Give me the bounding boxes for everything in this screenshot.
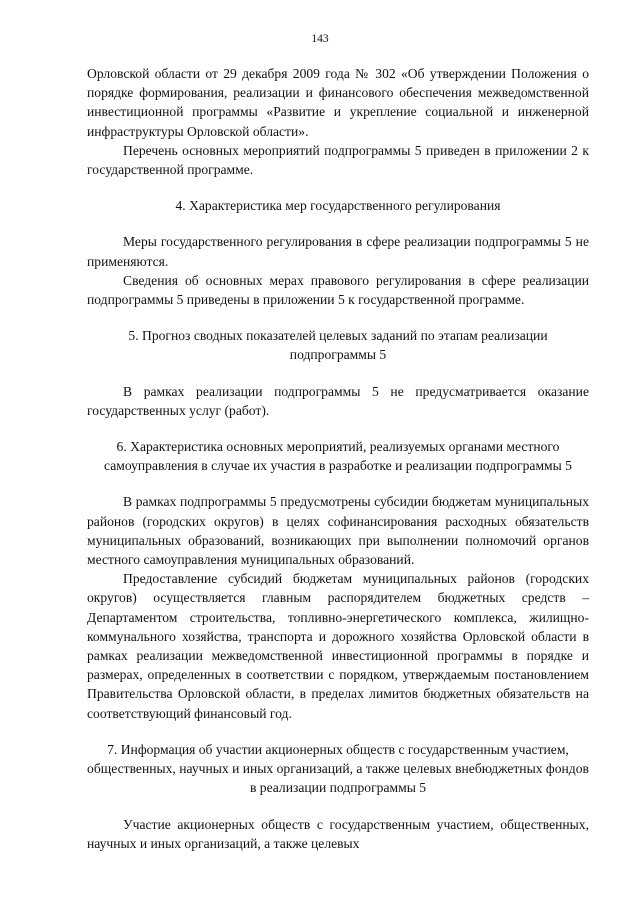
paragraph-state-services: В рамках реализации подпрограммы 5 не предусматривается оказание государственных услуг (работ). <box>87 383 589 418</box>
paragraph-legal-regulation: Сведения об основных мерах правового регулирования в сфере реализации подпрограммы 5 приведены в приложении 5 к государственной программе. <box>87 272 589 308</box>
paragraph-measures-list: Перечень основных мероприятий подпрограммы 5 приведен в приложении 2 к государственной программе. <box>87 142 589 178</box>
paragraph-decree-reference: Орловской области от 29 декабря 2009 года № 302 «Об утверждении Положения о порядке формирования, реализации и финансового обеспечения межведомственной инвестиционной программы «Развитие и укрепление социальной и инженерной инфраструктуры Орловской области». <box>87 66 589 139</box>
paragraph-regulation-measures: Меры государственного регулирования в сфере реализации подпрограммы 5 не применяются. <box>87 234 589 269</box>
document-body <box>87 64 589 853</box>
page-number: 143 <box>311 33 329 45</box>
section-heading-6: 6. Характеристика основных мероприятий, реализуемых органами местного самоуправления в случае их участия в разработке и реализации подпрограммы 5 <box>104 439 572 474</box>
paragraph-subsidies: В рамках подпрограммы 5 предусмотрены субсидии бюджетам муниципальных районов (городских округов) в целях софинансирования расходных обязательств муниципальных образований, возникающих при выполнении полномочий органов местного самоуправления муниципальных образований. <box>87 494 589 568</box>
paragraph-organizations-participation: Участие акционерных обществ с государственным участием, общественных, научных и иных организаций, а также целевых <box>87 816 589 851</box>
section-heading-5: 5. Прогноз сводных показателей целевых заданий по этапам реализации подпрограммы 5 <box>128 328 548 363</box>
paragraph-subsidy-provision: Предоставление субсидий бюджетам муниципальных районов (городских округов) осуществляется главным распорядителем бюджетных средств – Департаментом строительства, топливно-энергетического комплекса, жилищно-коммунального хозяйства, транспорта и дорожного хозяйства Орловской области в рамках реализации межведомственной инвестиционной программы в порядке и размерах, определенных в соответствии с порядком, утверждаемым постановлением Правительства Орловской области, в пределах лимитов бюджетных обязательств на соответствующий финансовый год. <box>87 571 589 721</box>
section-heading-7: 7. Информация об участии акционерных обществ с государственным участием, общественных, научных и иных организаций, а также целевых внебюджетных фондов в реализации подпрограммы 5 <box>87 741 589 796</box>
section-heading-4: 4. Характеристика мер государственного регулирования <box>175 198 501 214</box>
